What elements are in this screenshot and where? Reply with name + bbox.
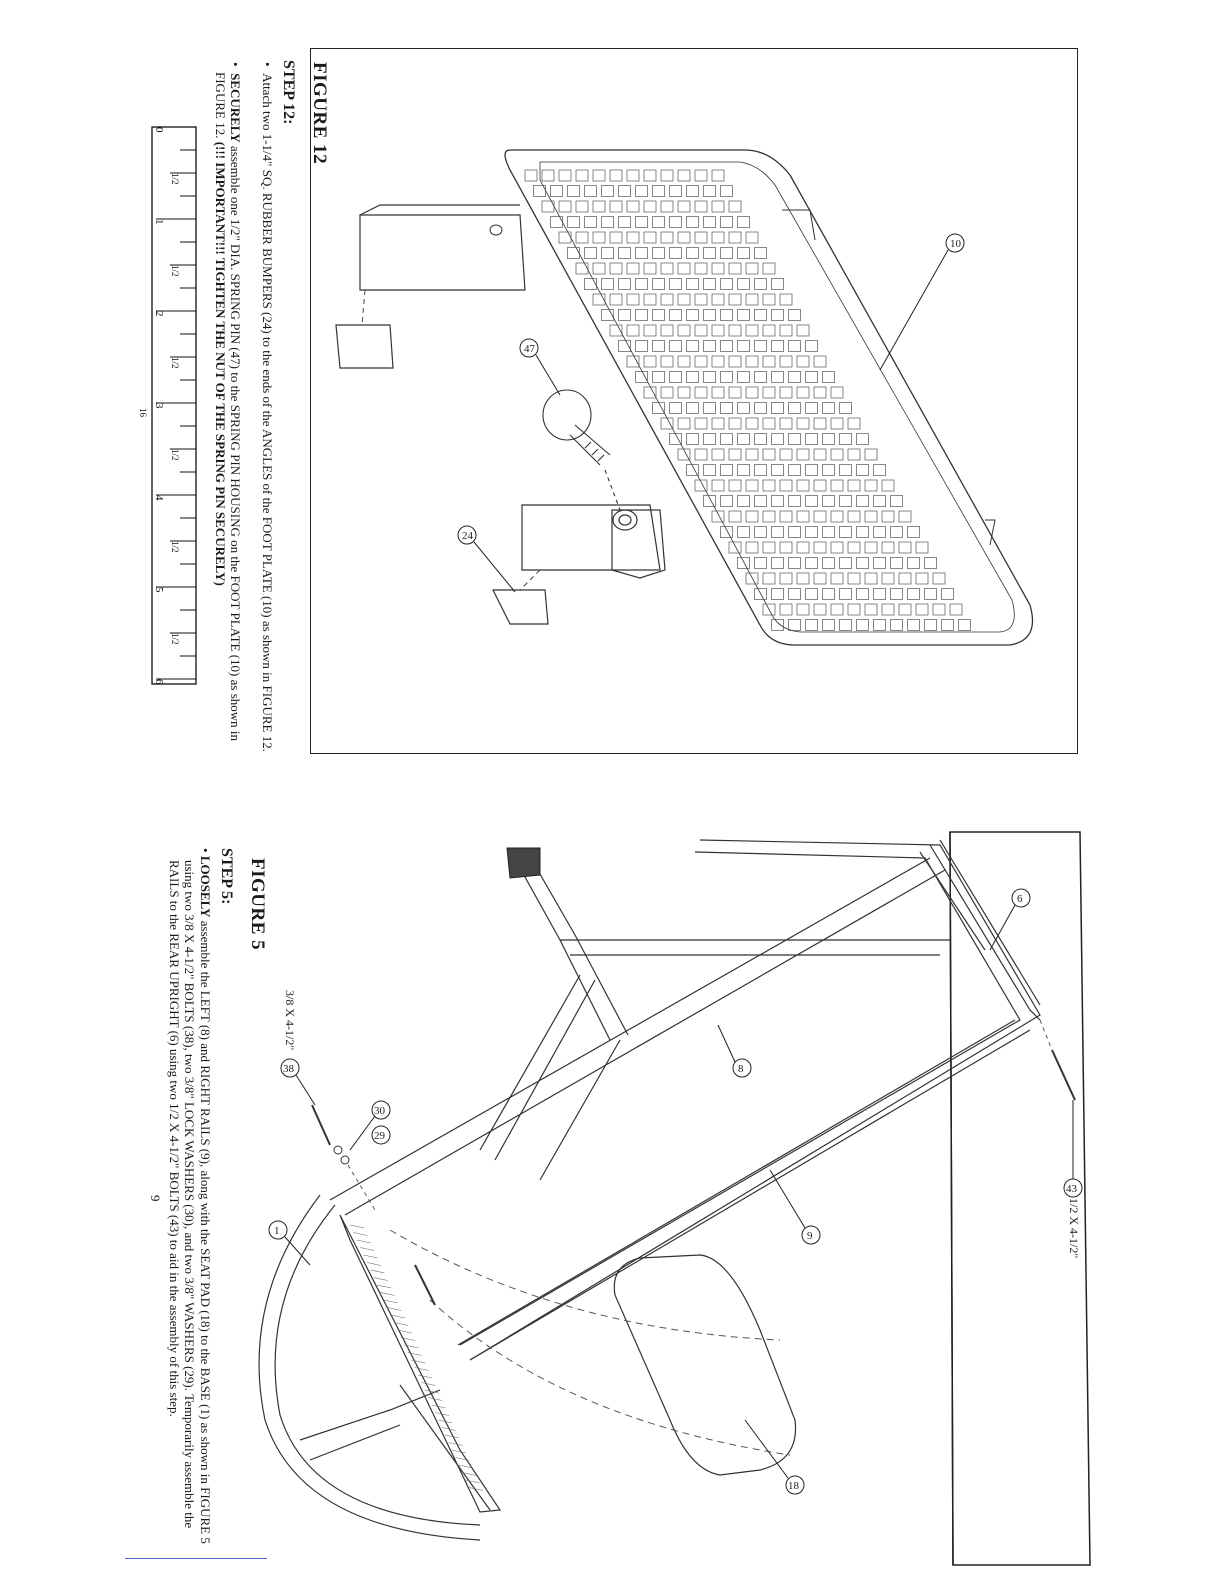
step-12-bullet-2-emphasis: SECURELY (228, 73, 243, 143)
ruler-half-label: 1/2 (170, 173, 180, 185)
footer-rule (125, 1558, 267, 1559)
ruler-half-label: 1/2 (170, 633, 180, 645)
ruler-number: 6 (153, 679, 165, 685)
callout-24-label: 24 (462, 530, 473, 542)
ruler-number: 4 (153, 495, 165, 501)
callout-6-label: 6 (1017, 893, 1023, 905)
step-12-title: STEP 12: (280, 60, 297, 125)
ruler-number: 1 (153, 219, 165, 225)
callout-30-label: 30 (374, 1105, 385, 1117)
ruler-number: 2 (153, 311, 165, 317)
bolt-38-size-label: 3/8 X 4-1/2" (283, 990, 297, 1051)
callout-10-label: 10 (950, 238, 961, 250)
step-12-important-note: (!!! IMPORTANT!!! TIGHTEN THE NUT OF THE SPRING PIN SECURELY) (213, 141, 228, 586)
ruler-number: 0 (153, 127, 165, 133)
ruler-number: 3 (153, 403, 165, 409)
callout-38-label: 38 (283, 1063, 294, 1075)
step-12-bullet-1-text: Attach two 1-1/4" SQ. RUBBER BUMPERS (24) to the ends of the ANGLES of the FOOT PLATE (10) as shown in FIGURE 12. (260, 73, 275, 752)
step-12-bullet-2-text: assemble one 1/2" DIA. SPRING PIN (47) to the SPRING PIN HOUSING on the FOOT PLATE (10) as shown in (228, 142, 243, 742)
bullet-dot: • (228, 62, 243, 74)
callout-47-label: 47 (524, 343, 535, 355)
ruler-half-label: 1/2 (170, 541, 180, 553)
callout-18-label: 18 (788, 1480, 799, 1492)
figure-5-title: FIGURE 5 (247, 858, 268, 951)
page-number: 9 (148, 1195, 163, 1202)
ruler-half-label: 1/2 (170, 449, 180, 461)
step-5-title: STEP 5: (218, 848, 235, 905)
bullet-dot: • (198, 848, 213, 856)
callout-9-label: 9 (807, 1230, 813, 1242)
ruler-half-label: 1/2 (170, 265, 180, 277)
step-5-line-1 (197, 848, 213, 1544)
footplate-tread-grid (350, 1225, 483, 1491)
step-5-line-3: RAILS to the REAR UPRIGHT (6) using two 1/2 X 4-1/2" BOLTS (43) to aid in the assembly of this step. (167, 860, 182, 1417)
step-5-emphasis: LOOSELY (198, 855, 213, 918)
callout-8-label: 8 (738, 1063, 744, 1075)
step-5-line-2: using two 3/8 X 4-1/2" BOLTS (38), two 3/8" LOCK WASHERS (30), and two 3/8" WASHERS (29). Temporarily assemble the (182, 860, 197, 1529)
machine-frame (259, 840, 1040, 1540)
bolt-43-size-label: 1/2 X 4-1/2" (1067, 1198, 1081, 1259)
ruler-half-label: 1/2 (170, 357, 180, 369)
figure-12-title: FIGURE 12 (309, 62, 330, 165)
callout-43-label: 43 (1066, 1183, 1077, 1195)
bullet-dot: • (260, 62, 275, 74)
seat-pad (614, 1255, 795, 1475)
step-5-line-1-text: assemble the LEFT (8) and RIGHT RAILS (9), along with the SEAT PAD (18) to the BASE (1) as shown in FIGURE 5 (198, 917, 213, 1544)
callout-29-label: 29 (374, 1130, 385, 1142)
ruler-number: 5 (153, 587, 165, 593)
step-12-bullet-2-cont-text: FIGURE 12. (213, 72, 228, 142)
callout-1-label: 1 (274, 1225, 280, 1237)
ruler-sixteenth-label: 16 (138, 408, 148, 417)
